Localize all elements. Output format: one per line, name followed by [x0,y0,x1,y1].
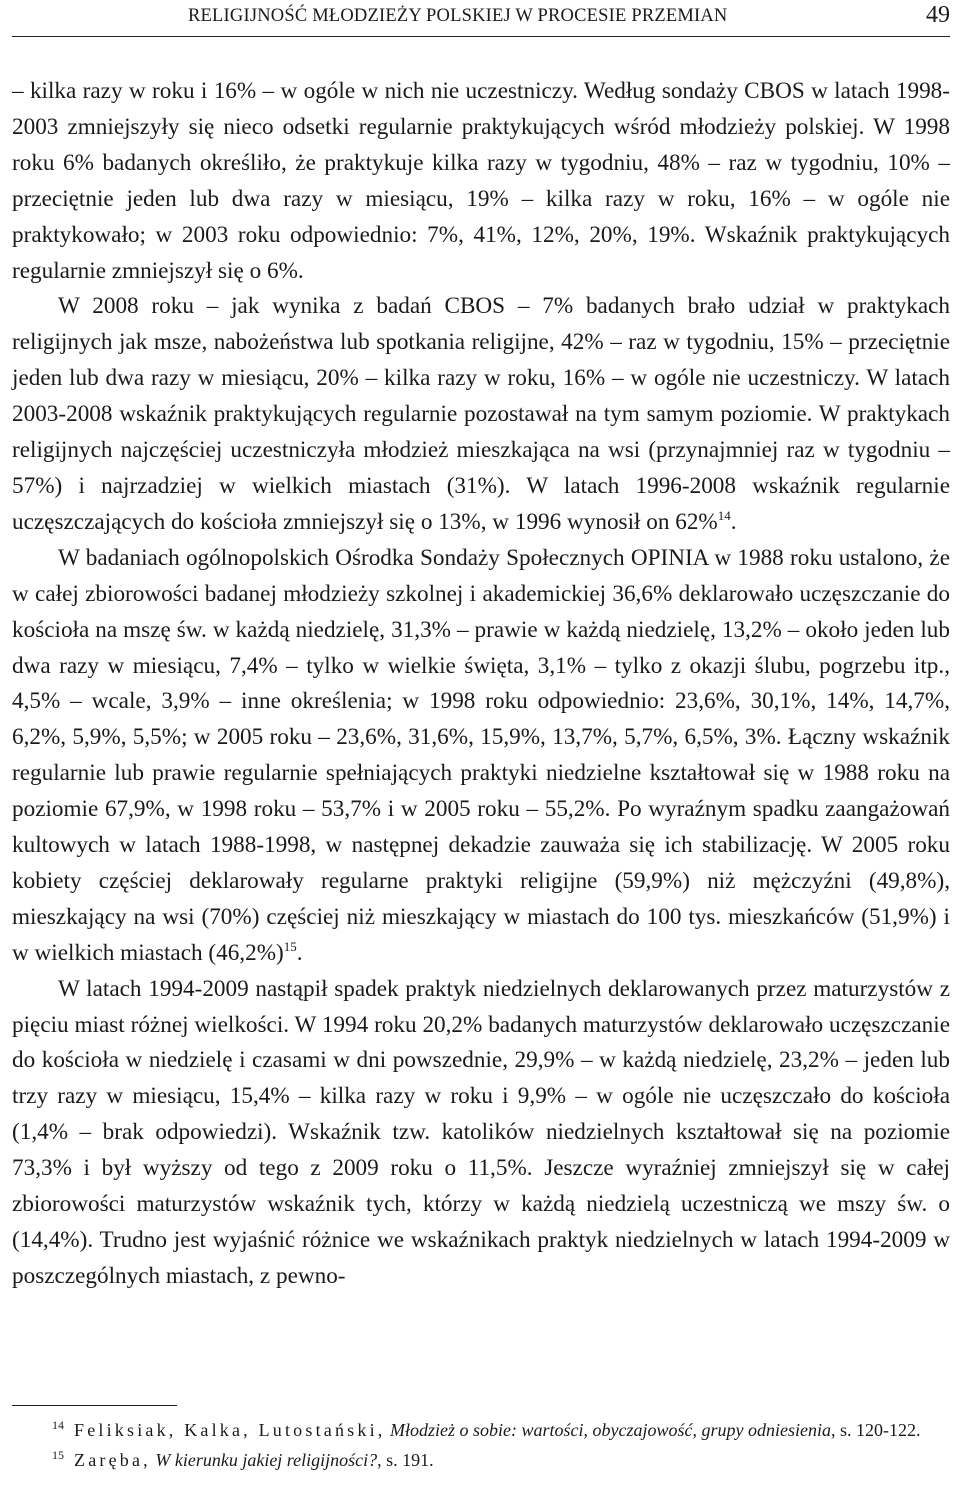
footnote-number: 14 [52,1418,64,1432]
paragraph-2-end: . [730,508,737,535]
footnote-title: Młodzież o sobie: wartości, obyczajowość, grupy odniesienia [389,1420,831,1440]
paragraph-4: W latach 1994-2009 nastąpił spadek praktyk niedzielnych deklarowanych przez maturzystów z pięciu miast różnej wielkości. W 1994 roku 20,2% badanych maturzystów deklarowało uczęszczanie do kościoła w niedzielę i czasami w dni powszednie, 29,9% – w każdą niedzielę, 23,2% – jeden lub trzy razy w miesiącu, 15,4% – kilka razy w roku i 9,9% – w ogóle nie uczęszczało do kościoła (1,4% – brak odpowiedzi). Wskaźnik tzw. katolików niedzielnych kształtował się na poziomie 73,3% i był wyższy od tego z 2009 roku o 11,5%. Jeszcze wyraźniej zmniejszył się w całej zbiorowości maturzystów wskaźnik tych, którzy w każdą niedzielą uczestniczą we mszy św. o (14,4%). Trudno jest wyjaśnić różnice we wskaźnikach praktyk niedzielnych w latach 1994-2009 w poszczególnych miastach, z pewno- [12,975,950,1289]
footnote-number: 15 [52,1448,64,1462]
paragraph-1: – kilka razy w roku i 16% – w ogóle w nich nie uczestniczy. Według sondaży CBOS w latach 1998-2003 zmniejszyły się nieco odsetki regularnie praktykujących wśród młodzieży polskiej. W 1998 roku 6% badanych określiło, że praktykuje kilka razy w tygodniu, 48% – raz w tygodniu, 10% – przeciętnie jeden lub dwa razy w miesiącu, 19% – kilka razy w roku, 16% – w ogóle nie praktykowało; w 2003 roku odpowiednio: 7%, 41%, 12%, 20%, 19%. Wskaźnik praktykujących regularnie zmniejszył się o 6%. [12,78,950,284]
footnote-divider [12,1405,177,1406]
running-title: RELIGIJNOŚĆ MŁODZIEŻY POLSKIEJ W PROCESIE PRZEMIAN [188,6,728,26]
paragraph-3-text: W badaniach ogólnopolskich Ośrodka Sondaży Społecznych OPINIA w 1988 roku ustalono, że w całej zbiorowości badanej młodzieży szkolnej i akademickiej 36,6% deklarowało uczęszczanie do kościoła na mszę św. w każdą niedzielę, 31,3% – prawie w każdą niedzielę, 13,2% – około jeden lub dwa razy w miesiącu, 7,4% – tylko w wielkie święta, 3,1% – tylko z okazji ślubu, pogrzebu itp., 4,5% – wcale, 3,9% – inne określenia; w 1998 roku odpowiednio: 23,6%, 30,1%, 14%, 14,7%, 6,2%, 5,9%, 5,5%; w 2005 roku – 23,6%, 31,6%, 15,9%, 13,7%, 5,7%, 6,5%, 3%. Łączny wskaźnik regularnie lub prawie regularnie spełniających praktyki niedzielne kształtował się w 1988 roku na poziomie 67,9%, w 1998 roku – 53,7% i w 2005 roku – 55,2%. Po wyraźnym spadku zaangażowań kultowych w latach 1988-1998, w następnej dekadzie zauważa się ich stabilizację. W 2005 roku kobiety częściej deklarowały regularne praktyki religijne (59,9%) niż mężczyźni (49,8%), mieszkający na wsi (70%) częściej niż mieszkający w miastach do 100 tys. mieszkańców (51,9%) i w wielkich miastach (46,2%) [12,544,950,966]
footnote-pages: , s. 120-122. [830,1420,921,1440]
paragraph-2-text: W 2008 roku – jak wynika z badań CBOS – 7% badanych brało udział w praktykach religijnych jak msze, nabożeństwa lub spotkania religijne, 42% – raz w tygodniu, 15% – przeciętnie jeden lub dwa razy w miesiącu, 20% – kilka razy w roku, 16% – w ogóle nie uczestniczy. W latach 2003-2008 wskaźnik praktykujących regularnie pozostawał na tym samym poziomie. W praktykach religijnych najczęściej uczestniczyła młodzież mieszkająca na wsi (przynajmniej raz w tygodniu – 57%) i najrzadziej w wielkich miastach (31%). W latach 1996-2008 wskaźnik regularnie uczęszczających do kościoła zmniejszył się o 13%, w 1996 wynosił on 62% [12,293,950,535]
footnote-ref-15[interactable]: 15 [283,938,297,954]
footnote-14 [12,1415,950,1445]
footnote-authors: Feliksiak, Kalka, Lutostański, [74,1420,386,1440]
paragraph-3-end: . [296,939,303,966]
footnote-15 [12,1445,950,1475]
paragraph-3 [12,541,950,972]
body-text [12,74,950,1295]
footnotes [12,1415,950,1475]
running-head [12,2,950,37]
footnote-pages: , s. 191. [377,1450,434,1470]
footnote-ref-14[interactable]: 14 [717,507,731,523]
footnote-title: W kierunku jakiej religijności? [155,1450,378,1470]
paragraph-2 [12,289,950,540]
footnote-authors: Zaręba, [74,1450,151,1470]
page-number: 49 [926,2,950,28]
